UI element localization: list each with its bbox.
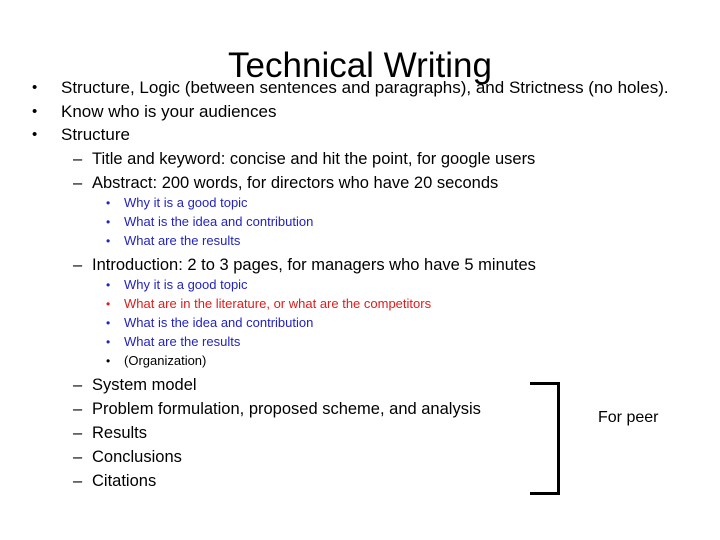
bullet-marker: • [106, 335, 111, 349]
bullet-item [73, 148, 536, 170]
bullet-text: What is the idea and contribution [124, 315, 314, 330]
dash-marker: – [73, 150, 83, 168]
bullet-marker: • [106, 316, 111, 330]
dash-marker: – [73, 400, 83, 418]
bullet-text: Why it is a good topic [124, 195, 248, 210]
bullet-text: Results [92, 424, 148, 442]
bullet-item [106, 352, 207, 370]
slide-title: Technical Writing [228, 46, 492, 85]
bullet-text: Why it is a good topic [124, 277, 248, 292]
dash-marker: – [73, 424, 83, 442]
bullet-item [73, 254, 536, 276]
bullet-marker: • [106, 234, 111, 248]
bullet-text: Abstract: 200 words, for directors who have 20 seconds [92, 174, 499, 192]
bullet-text: Structure [61, 125, 130, 144]
bullet-item [73, 374, 197, 396]
bullet-item [73, 446, 182, 468]
bullet-item [73, 470, 157, 492]
bullet-text: Problem formulation, proposed scheme, and analysis [92, 400, 481, 418]
bullet-item [106, 295, 432, 313]
bullet-text: (Organization) [124, 353, 207, 368]
bullet-item [32, 77, 669, 99]
bullet-text: Introduction: 2 to 3 pages, for managers who have 5 minutes [92, 256, 536, 274]
dash-marker: – [73, 256, 83, 274]
bracket-note: For peer [598, 409, 659, 426]
bullet-item [32, 101, 277, 123]
bullet-item [73, 422, 148, 444]
dash-marker: – [73, 174, 83, 192]
bullet-text: Citations [92, 472, 157, 490]
bullet-marker: • [106, 196, 111, 210]
bullet-item [106, 213, 314, 231]
bullet-text: What is the idea and contribution [124, 214, 314, 229]
bullet-item [106, 333, 241, 351]
bullet-item [32, 124, 130, 146]
bullet-text: Know who is your audiences [61, 102, 277, 121]
bullet-marker: • [32, 126, 38, 143]
bullet-text: System model [92, 376, 197, 394]
dash-marker: – [73, 448, 83, 466]
bullet-text: What are the results [124, 233, 241, 248]
bullet-marker: • [32, 79, 38, 96]
bullet-marker: • [106, 278, 111, 292]
bullet-item [106, 276, 248, 294]
bullet-text: Structure, Logic (between sentences and paragraphs), and Strictness (no holes). [61, 78, 669, 97]
dash-marker: – [73, 472, 83, 490]
bullet-item [73, 172, 499, 194]
bullet-text: What are the results [124, 334, 241, 349]
bullet-item [106, 194, 248, 212]
bullet-marker: • [106, 215, 111, 229]
bullet-marker: • [106, 354, 111, 368]
dash-marker: – [73, 376, 83, 394]
bullet-text: Title and keyword: concise and hit the point, for google users [92, 150, 536, 168]
bullet-item [106, 232, 241, 250]
right-bracket [530, 382, 560, 495]
bullet-marker: • [106, 297, 111, 311]
bullet-text: What are in the literature, or what are the competitors [124, 296, 432, 311]
bullet-item [106, 314, 314, 332]
bullet-text: Conclusions [92, 448, 182, 466]
bullet-item [73, 398, 481, 420]
bullet-marker: • [32, 103, 38, 120]
